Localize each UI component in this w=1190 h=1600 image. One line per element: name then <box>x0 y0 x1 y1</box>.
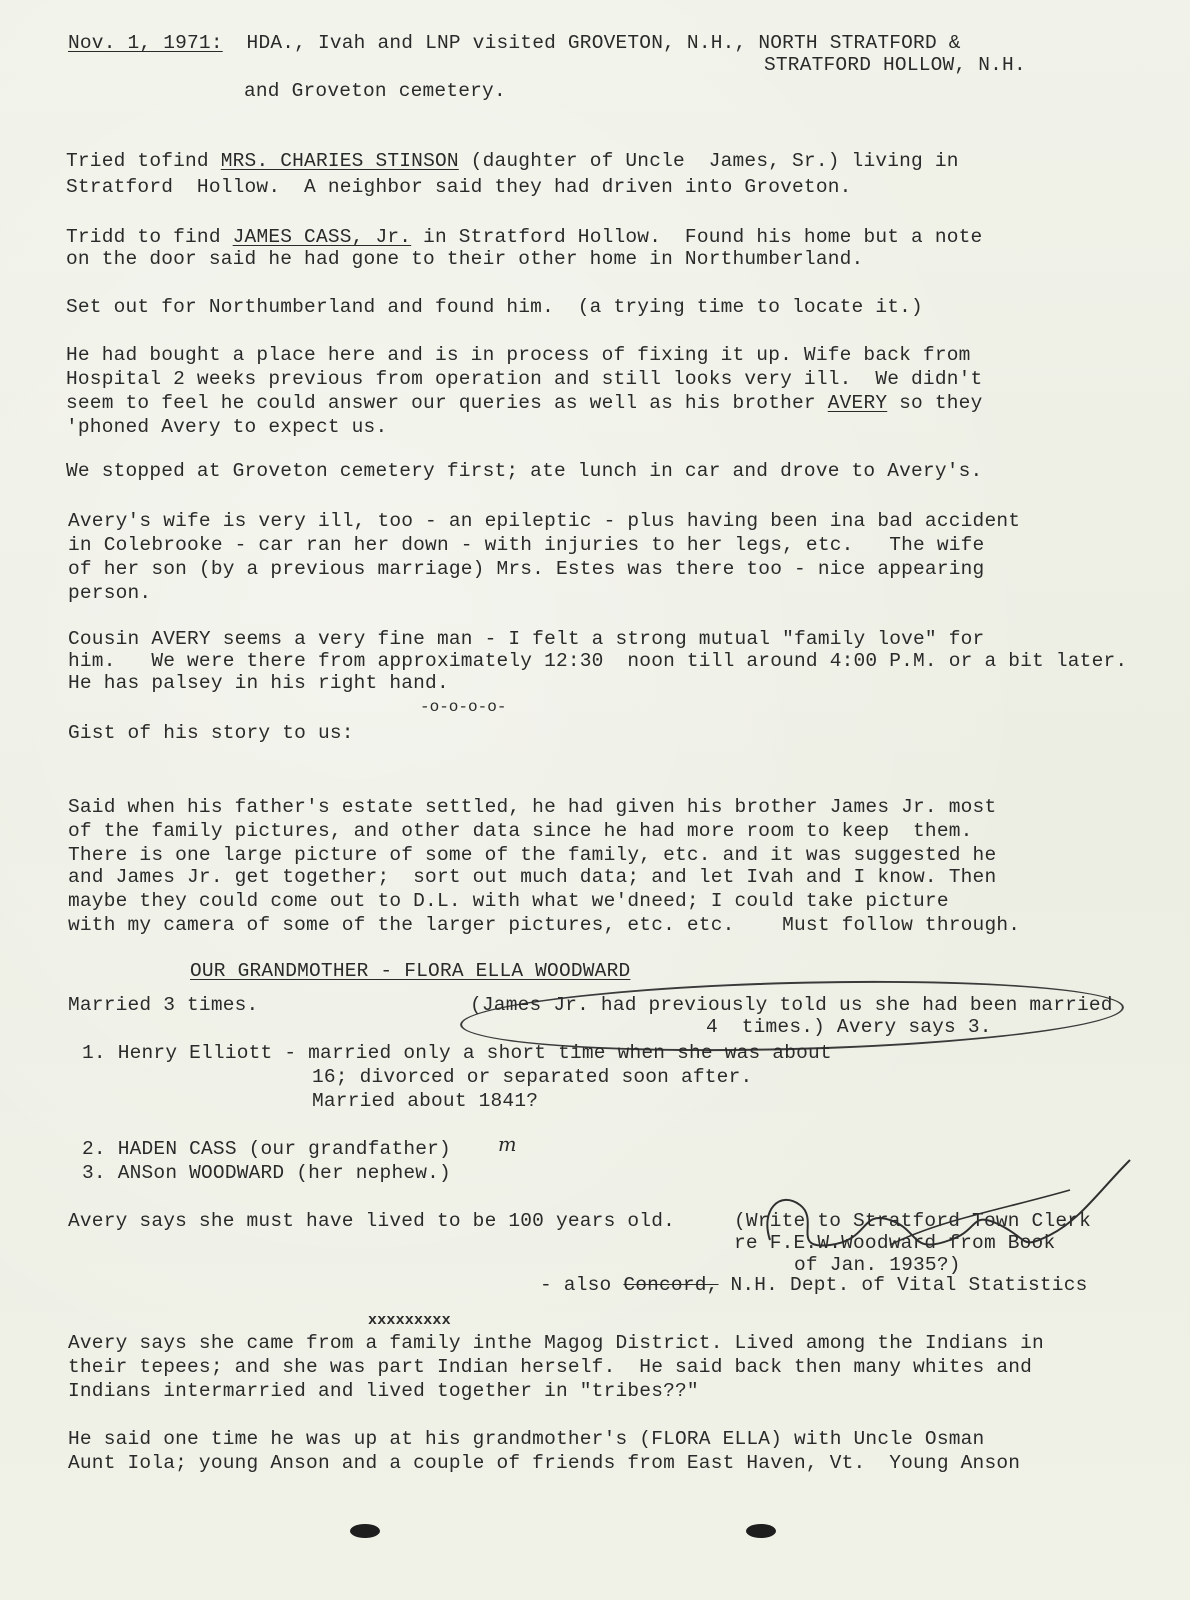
p4-line-1: He had bought a place here and is in process of fixing it up. Wife back from <box>66 344 971 366</box>
p7-line-1: Cousin AVERY seems a very fine man - I felt a strong mutual "family love" for <box>68 628 985 650</box>
p2-line-2: on the door said he had gone to their other home in Northumberland. <box>66 248 864 270</box>
husband-1-line-3: Married about 1841? <box>312 1090 539 1112</box>
p8-line-6: with my camera of some of the larger pictures, etc. etc. Must follow through. <box>68 914 1021 936</box>
p1-text-b: (daughter of Uncle James, Sr.) living in <box>458 150 959 172</box>
note-line-1: (James Jr. had previously told us she had been married <box>470 994 1113 1016</box>
husband-1-line-1: 1. Henry Elliott - married only a short time when she was about <box>82 1042 832 1064</box>
p6-line-4: person. <box>68 582 152 604</box>
p8-line-2: of the family pictures, and other data since he had more room to keep them. <box>68 820 973 842</box>
p10-line-2: Aunt Iola; young Anson and a couple of friends from East Haven, Vt. Young Anson <box>68 1452 1021 1474</box>
write-line-1: (Write to Stratford Town Clerk <box>734 1210 1092 1232</box>
p4-text-b: so they <box>887 392 983 414</box>
p6-line-1: Avery's wife is very ill, too - an epileptic - plus having been ina bad accident <box>68 510 1021 532</box>
write-line-2: re F.E.W.Woodward from Book <box>734 1232 1056 1254</box>
also-struck: Concord, <box>623 1274 719 1296</box>
p8-line-1: Said when his father's estate settled, he had given his brother James Jr. most <box>68 796 997 818</box>
p9-line-3: Indians intermarried and lived together in "tribes??" <box>68 1380 699 1402</box>
p4-line-4: 'phoned Avery to expect us. <box>66 416 388 438</box>
p9-line-1: Avery says she came from a family inthe Magog District. Lived among the Indians in <box>68 1332 1044 1354</box>
p9-line-2: their tepees; and she was part Indian herself. He said back then many whites and <box>68 1356 1033 1378</box>
p6-line-2: in Colebrooke - car ran her down - with injuries to her legs, etc. The wife <box>68 534 985 556</box>
p8-line-5: maybe they could come out to D.L. with what we'dneed; I could take picture <box>68 890 949 912</box>
p4-name: AVERY <box>827 392 888 414</box>
header-date: Nov. 1, 1971: <box>68 32 223 54</box>
p1-name: MRS. CHARIES STINSON <box>220 150 459 172</box>
p7-line-2: him. We were there from approximately 12:30 noon till around 4:00 P.M. or a bit later. <box>68 650 1128 672</box>
struck-xs: xxxxxxxxx <box>368 1312 451 1329</box>
p4-text-a: seem to feel he could answer our queries as well as his brother <box>66 392 828 414</box>
p2-text-b: in Stratford Hollow. Found his home but a note <box>411 226 983 248</box>
p3-line-1: Set out for Northumberland and found him. (a trying time to locate it.) <box>66 296 923 318</box>
husband-1-line-2: 16; divorced or separated soon after. <box>312 1066 753 1088</box>
punch-hole-right <box>746 1524 776 1538</box>
header-line-1 <box>68 32 961 54</box>
p2-line-1 <box>66 226 982 248</box>
husband-3: 3. ANSon WOODWARD (her nephew.) <box>82 1162 451 1184</box>
p1-text-a: Tried tofind <box>66 150 221 172</box>
husband-2: 2. HADEN CASS (our grandfather) <box>82 1138 451 1160</box>
p7-line-3: He has palsey in his right hand. <box>68 672 449 694</box>
punch-hole-left <box>350 1524 380 1538</box>
header-line-2: STRATFORD HOLLOW, N.H. <box>764 54 1026 76</box>
gist-label: Gist of his story to us: <box>68 722 354 744</box>
header-visit: HDA., Ivah and LNP visited GROVETON, N.H., NORTH STRATFORD & <box>246 32 961 54</box>
separator: -o-o-o-o- <box>420 698 507 716</box>
p2-text-a: Tridd to find <box>66 226 233 248</box>
p8-line-4: and James Jr. get together; sort out much data; and let Ivah and I know. Then <box>68 866 997 888</box>
also-text-a: - also <box>540 1274 624 1296</box>
p5-line-1: We stopped at Groveton cemetery first; ate lunch in car and drove to Avery's. <box>66 460 983 482</box>
p10-line-1: He said one time he was up at his grandmother's (FLORA ELLA) with Uncle Osman <box>68 1428 985 1450</box>
p1-line-2: Stratford Hollow. A neighbor said they had driven into Groveton. <box>66 176 852 198</box>
handwritten-mark: m <box>498 1133 517 1156</box>
p2-name: JAMES CASS, Jr. <box>232 226 412 248</box>
grandmother-heading: OUR GRANDMOTHER - FLORA ELLA WOODWARD <box>190 960 631 982</box>
header-line-3: and Groveton cemetery. <box>244 80 506 102</box>
age-note: Avery says she must have lived to be 100 years old. <box>68 1210 675 1232</box>
handwritten-scribble <box>740 1150 1140 1290</box>
write-line-3: of Jan. 1935?) <box>794 1254 961 1276</box>
note-line-2: 4 times.) Avery says 3. <box>706 1016 992 1038</box>
p6-line-3: of her son (by a previous marriage) Mrs. Estes was there too - nice appearing <box>68 558 985 580</box>
p4-line-3 <box>66 392 982 414</box>
p4-line-2: Hospital 2 weeks previous from operation and still looks very ill. We didn't <box>66 368 983 390</box>
married-times: Married 3 times. <box>68 994 259 1016</box>
also-text-b: N.H. Dept. of Vital Statistics <box>718 1274 1088 1296</box>
p8-line-3: There is one large picture of some of the family, etc. and it was suggested he <box>68 844 997 866</box>
p1-line-1 <box>66 150 959 172</box>
